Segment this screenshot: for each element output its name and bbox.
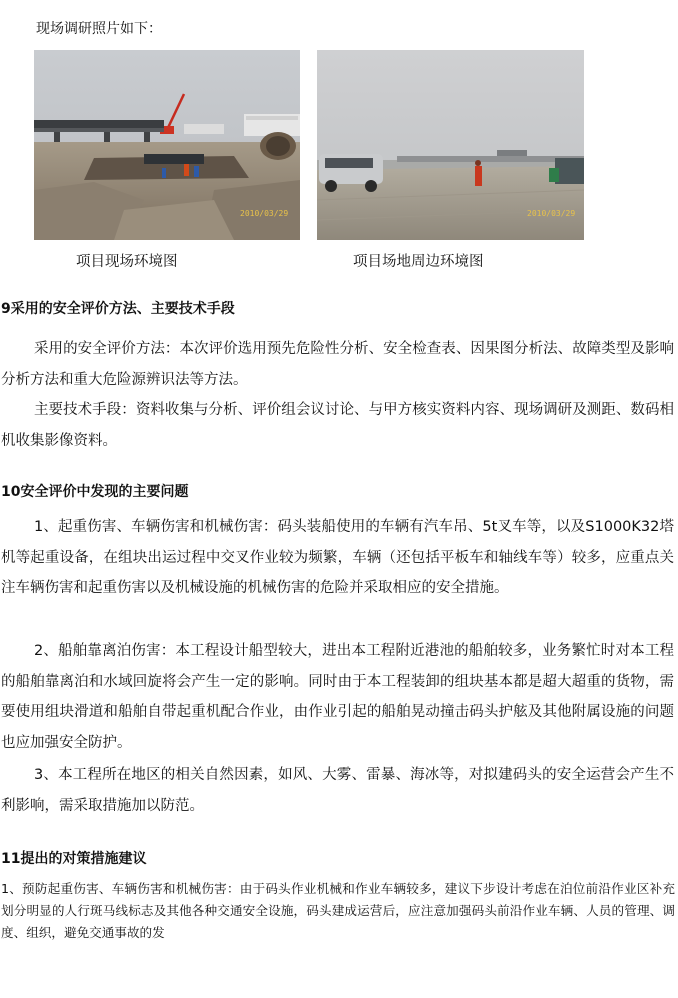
section-heading: 11提出的对策措施建议 xyxy=(1,851,147,867)
paragraph: 1、预防起重伤害、车辆伤害和机械伤害：由于码头作业机械和作业车辆较多，建议下步设计考虑在泊位前沿作业区补充划分明显的人行斑马线标志及其他各种交通安全设施，码头建成运营后，应注意加强码头前沿作业车辆、人员的管理、调度、组织，避免交通事故的发 xyxy=(1,881,675,940)
photo-caption: 项目现场环境图 xyxy=(76,254,178,270)
paragraph: 采用的安全评价方法：本次评价选用预先危险性分析、安全检查表、因果图分析法、故障类型及影响分析方法和重大危险源辨识法等方法。 xyxy=(1,341,674,388)
site-photo xyxy=(34,50,300,240)
paragraph: 3、本工程所在地区的相关自然因素，如风、大雾、雷暴、海冰等，对拟建码头的安全运营会产生不利影响，需采取措施加以防范。 xyxy=(1,767,674,814)
photo-date-stamp: 2010/03/29 xyxy=(240,209,289,218)
photo-caption: 项目场地周边环境图 xyxy=(353,254,484,270)
section-heading: 9采用的安全评价方法、主要技术手段 xyxy=(1,301,235,317)
photo-date-stamp: 2010/03/29 xyxy=(527,209,576,218)
paragraph: 1、起重伤害、车辆伤害和机械伤害：码头装船使用的车辆有汽车吊、5t叉车等，以及S1000K32塔机等起重设备，在组块出运过程中交叉作业较为频繁，车辆（还包括平板车和轴线车等）较多，应重点关注车辆伤害和起重伤害以及机械设施的机械伤害的危险并采取相应的安全措施。 xyxy=(1,519,674,597)
paragraph: 2、船舶靠离泊伤害：本工程设计船型较大，进出本工程附近港池的船舶较多，业务繁忙时对本工程的船舶靠离泊和水域回旋将会产生一定的影响。同时由于本工程装卸的组块基本都是超大超重的货物，需要使用组块滑道和船舶自带起重机配合作业，由作业引起的船舶晃动撞击码头护舷及其他附属设施的问题也应加强安全防护。 xyxy=(1,643,674,752)
section-heading: 10安全评价中发现的主要问题 xyxy=(1,484,189,500)
intro-text: 现场调研照片如下： xyxy=(36,21,162,37)
surroundings-photo xyxy=(317,50,584,240)
paragraph: 主要技术手段：资料收集与分析、评价组会议讨论、与甲方核实资料内容、现场调研及测距、数码相机收集影像资料。 xyxy=(1,402,674,449)
